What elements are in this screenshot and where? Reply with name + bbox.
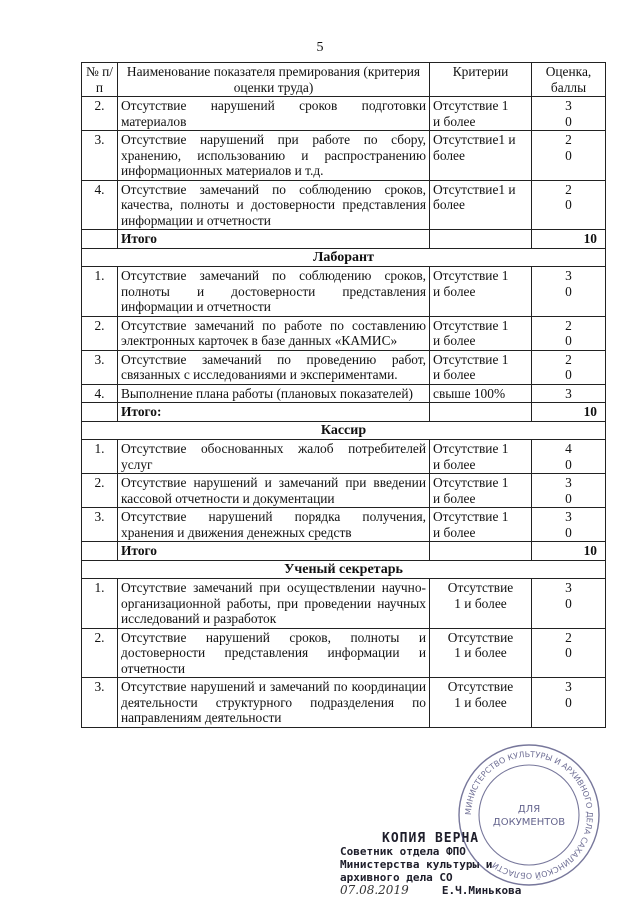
row-number: 2. — [82, 474, 118, 508]
stamp-center-line2: ДОКУМЕНТОВ — [492, 817, 566, 828]
total-empty — [430, 230, 532, 249]
header-criteria: Критерии — [430, 63, 532, 97]
row-criteria — [430, 579, 532, 629]
total-value: 10 — [532, 403, 606, 422]
section-row — [82, 421, 606, 440]
row-number: 3. — [82, 350, 118, 384]
row-score — [532, 440, 606, 474]
criteria-line: и более — [433, 490, 476, 506]
score-value: 0 — [565, 694, 572, 710]
row-criteria — [430, 474, 532, 508]
row-criteria — [430, 131, 532, 181]
row-score — [532, 508, 606, 542]
criteria-line: более — [433, 147, 465, 163]
section-row — [82, 560, 606, 579]
stamp-ring-text: МИНИСТЕРСТВО КУЛЬТУРЫ И АРХИВНОГО ДЕЛА САХАЛИНСКОЙ ОБЛАСТИ — [463, 749, 595, 881]
stamp-center-line1: ДЛЯ — [517, 804, 541, 815]
row-criteria — [430, 97, 532, 131]
row-criteria — [430, 180, 532, 230]
criteria-line: Отсутствие 1 — [433, 268, 509, 283]
row-indicator: Отсутствие нарушений при работе по сбору, хранению, использованию и распространению информационных материалов и т.д. — [118, 131, 430, 181]
row-indicator: Отсутствие нарушений и замечаний по координации деятельности структурного подразделения по направлениям деятельности — [118, 678, 430, 728]
table-row — [82, 97, 606, 131]
score-value: 0 — [565, 283, 572, 299]
score-value: 0 — [565, 595, 572, 611]
score-value: 3 — [565, 509, 572, 524]
score-value: 0 — [565, 456, 572, 472]
total-row — [82, 230, 606, 249]
row-criteria — [430, 316, 532, 350]
row-criteria — [430, 384, 532, 403]
score-value: 2 — [565, 629, 572, 645]
row-number: 3. — [82, 678, 118, 728]
row-score — [532, 97, 606, 131]
score-value: 3 — [565, 385, 572, 401]
criteria-line: Отсутствие 1 — [433, 317, 509, 333]
official-stamp — [454, 740, 604, 890]
row-indicator: Отсутствие нарушений сроков подготовки материалов — [118, 97, 430, 131]
criteria-line: Отсутствие 1 — [433, 98, 509, 113]
row-score — [532, 131, 606, 181]
row-score — [532, 180, 606, 230]
row-number: 3. — [82, 508, 118, 542]
score-value: 3 — [565, 475, 572, 490]
row-criteria — [430, 678, 532, 728]
certification-line1: Советник отдела ФПО — [340, 845, 466, 858]
total-empty — [430, 403, 532, 422]
criteria-line: Отсутствие — [447, 679, 514, 694]
score-value: 2 — [565, 351, 572, 367]
score-value: 0 — [565, 147, 572, 163]
score-value: 3 — [565, 580, 572, 595]
row-score — [532, 316, 606, 350]
score-value: 3 — [565, 98, 572, 113]
criteria-line: Отсутствие 1 — [433, 475, 509, 490]
total-label: Итого — [118, 230, 430, 249]
score-value: 0 — [565, 524, 572, 540]
row-criteria — [430, 508, 532, 542]
criteria-line: Отсутствие1 и — [433, 132, 516, 147]
table-row — [82, 131, 606, 181]
row-score — [532, 678, 606, 728]
row-indicator: Отсутствие замечаний по работе по составлению электронных карточек в базе данных «КАМИС» — [118, 316, 430, 350]
section-title: Лаборант — [82, 248, 606, 267]
table-body — [82, 97, 606, 728]
row-indicator: Отсутствие нарушений и замечаний при введении кассовой отчетности и документации — [118, 474, 430, 508]
row-indicator: Отсутствие замечаний по соблюдению сроков, качества, полноты и достоверности представления информации и отчетности — [118, 180, 430, 230]
header-score: Оценка, баллы — [532, 63, 606, 97]
table-row — [82, 384, 606, 403]
total-label: Итого: — [118, 403, 430, 422]
criteria-line: более — [433, 197, 465, 212]
bonus-criteria-table — [81, 62, 606, 728]
row-score — [532, 579, 606, 629]
row-criteria — [430, 350, 532, 384]
row-score — [532, 628, 606, 678]
table-row — [82, 628, 606, 678]
row-indicator: Отсутствие обоснованных жалоб потребителей услуг — [118, 440, 430, 474]
row-number: 1. — [82, 440, 118, 474]
page-number: 5 — [316, 40, 324, 55]
certification-title: КОПИЯ ВЕРНА — [382, 831, 480, 846]
svg-text:МИНИСТЕРСТВО КУЛЬТУРЫ И АРХИВН — [464, 750, 594, 882]
score-value: 4 — [565, 441, 572, 456]
total-label: Итого — [118, 542, 430, 561]
row-number: 2. — [82, 316, 118, 350]
row-indicator: Отсутствие замечаний по соблюдению сроков, полноты и достоверности представления информации и отчетности — [118, 267, 430, 317]
criteria-line: Отсутствие — [447, 629, 514, 645]
table-row — [82, 474, 606, 508]
criteria-line: Отсутствие 1 — [433, 351, 509, 367]
table-row — [82, 678, 606, 728]
row-number: 1. — [82, 579, 118, 629]
row-criteria — [430, 628, 532, 678]
total-row — [82, 403, 606, 422]
certification-line2: Министерства культуры и — [340, 858, 493, 871]
score-value: 0 — [565, 113, 572, 129]
score-value: 0 — [565, 490, 572, 506]
table-row — [82, 579, 606, 629]
row-number: 2. — [82, 628, 118, 678]
section-title: Ученый секретарь — [82, 560, 606, 579]
certification-line3: архивного дела СО — [340, 871, 453, 884]
header-num: № п/п — [82, 63, 118, 97]
criteria-line: и более — [433, 113, 476, 129]
criteria-line: и более — [433, 367, 476, 382]
criteria-line: и более — [433, 524, 476, 540]
total-empty — [82, 542, 118, 561]
score-value: 0 — [565, 645, 572, 660]
criteria-line: свыше 100% — [433, 385, 506, 401]
table-header-row — [82, 63, 606, 97]
row-score — [532, 474, 606, 508]
criteria-line: Отсутствие 1 — [433, 509, 509, 524]
row-indicator: Отсутствие замечаний при осуществлении научно-организационной работы, при проведении научных исследований и разработок — [118, 579, 430, 629]
table-row — [82, 440, 606, 474]
score-value: 2 — [565, 317, 572, 333]
row-score — [532, 384, 606, 403]
row-score — [532, 350, 606, 384]
row-indicator: Отсутствие замечаний по проведению работ, связанных с исследованиями и экспериментами. — [118, 350, 430, 384]
table-row — [82, 350, 606, 384]
criteria-line: 1 и более — [454, 694, 507, 710]
row-indicator: Выполнение плана работы (плановых показателей) — [118, 384, 430, 403]
total-empty — [82, 230, 118, 249]
row-criteria — [430, 267, 532, 317]
row-criteria — [430, 440, 532, 474]
criteria-line: Отсутствие — [447, 580, 514, 595]
criteria-line: Отсутствие1 и — [433, 181, 516, 197]
row-number: 3. — [82, 131, 118, 181]
score-value: 2 — [565, 132, 572, 147]
total-row — [82, 542, 606, 561]
score-value: 0 — [565, 197, 572, 212]
criteria-line: Отсутствие 1 — [433, 441, 509, 456]
criteria-line: 1 и более — [454, 595, 507, 611]
table-row — [82, 316, 606, 350]
certification-date: 07.08.2019 — [340, 883, 409, 897]
total-empty — [430, 542, 532, 561]
row-score — [532, 267, 606, 317]
score-value: 3 — [565, 268, 572, 283]
score-value: 0 — [565, 367, 572, 382]
score-value: 2 — [565, 181, 572, 197]
table-row — [82, 267, 606, 317]
total-value: 10 — [532, 542, 606, 561]
table-row — [82, 180, 606, 230]
header-name: Наименование показателя премирования (критерия оценки труда) — [118, 63, 430, 97]
score-value: 3 — [565, 679, 572, 694]
section-row — [82, 248, 606, 267]
criteria-line: 1 и более — [454, 645, 507, 660]
criteria-line: и более — [433, 283, 476, 299]
row-indicator: Отсутствие нарушений сроков, полноты и достоверности представления информации и отчетности — [118, 628, 430, 678]
score-value: 0 — [565, 333, 572, 348]
row-number: 4. — [82, 180, 118, 230]
row-number: 2. — [82, 97, 118, 131]
criteria-line: и более — [433, 456, 476, 472]
criteria-line: и более — [433, 333, 476, 348]
certification-name: Е.Ч.Минькова — [441, 884, 522, 897]
total-value: 10 — [532, 230, 606, 249]
section-title: Кассир — [82, 421, 606, 440]
row-number: 1. — [82, 267, 118, 317]
row-number: 4. — [82, 384, 118, 403]
table-row — [82, 508, 606, 542]
total-empty — [82, 403, 118, 422]
row-indicator: Отсутствие нарушений порядка получения, хранения и движения денежных средств — [118, 508, 430, 542]
